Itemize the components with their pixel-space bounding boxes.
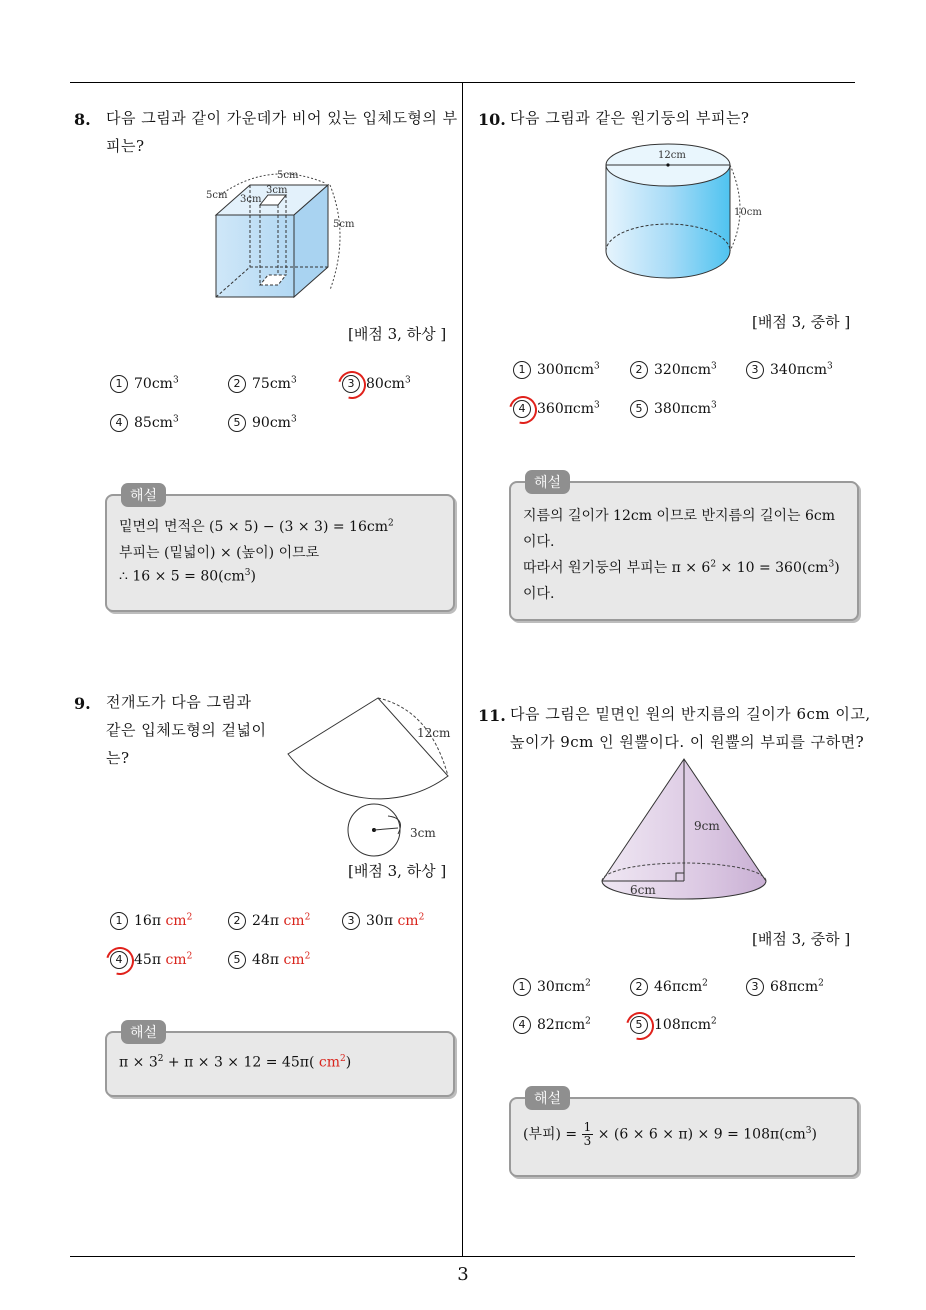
q10-number: 10. (478, 110, 506, 129)
selected-answer-circle-icon: 4 (110, 951, 128, 969)
q11-option-5[interactable]: 5 108πcm$^2$ (630, 1016, 717, 1034)
one-third-fraction: $\frac{1}{3}$ (583, 1120, 592, 1148)
q11-option-1[interactable]: 1 30πcm$^2$ (513, 978, 591, 996)
q9-option-1[interactable]: 1 16π $cm^2$ (110, 912, 192, 930)
q9-score: [배점 3, 하상 ] (348, 862, 447, 880)
q11-number: 11. (478, 706, 506, 725)
q11-score: [배점 3, 중하 ] (752, 930, 851, 948)
q8-solution-tag: 해설 (121, 483, 166, 507)
q11-solution-tag: 해설 (525, 1086, 570, 1110)
q10-label-height: 10cm (734, 207, 762, 218)
q9-text-line3: 는? (106, 749, 130, 767)
q10-cylinder-figure (600, 135, 775, 285)
q11-option-3[interactable]: 3 68πcm$^2$ (746, 978, 824, 996)
q9-cone-net-figure (280, 690, 460, 860)
q8-option-1[interactable]: 1 $70cm^3$ (110, 375, 179, 393)
q8-option-2[interactable]: 2 $75cm^3$ (228, 375, 297, 393)
q10-solution-line4: 이다. (523, 586, 555, 602)
q8-number: 8. (74, 110, 91, 129)
q10-solution-tag: 해설 (525, 470, 570, 494)
q10-text-line1: 다음 그림과 같은 원기둥의 부피는? (510, 109, 750, 127)
q8-label-left: 5cm (206, 190, 228, 201)
q9-option-2[interactable]: 2 24π $cm^2$ (228, 912, 310, 930)
q9-text-line2: 같은 입체도형의 겉넓이 (106, 721, 267, 739)
q8-label-inner1: 3cm (240, 194, 262, 205)
q10-score: [배점 3, 중하 ] (752, 313, 851, 331)
q10-solution-box (509, 475, 859, 621)
q11-solution-box (509, 1091, 859, 1177)
q9-text-line1: 전개도가 다음 그림과 (106, 693, 252, 711)
selected-answer-circle-icon: 4 (513, 400, 531, 418)
q10-option-1[interactable]: 1 300πcm$^3$ (513, 361, 600, 379)
q10-solution-line3: 따라서 원기둥의 부피는 $\pi \times 6^2 \times 10 = 360(cm^3)$ (523, 559, 840, 576)
q8-text-line2: 피는? (106, 137, 145, 155)
q9-label-slant: 12cm (417, 726, 451, 740)
selected-answer-circle-icon: 3 (342, 375, 360, 393)
q8-option-3[interactable]: 3 $80cm^3$ (342, 375, 411, 393)
selected-answer-circle-icon: 5 (630, 1016, 648, 1034)
q8-solution-line3: ∴ $16 \times 5 = 80(cm^3)$ (119, 568, 256, 585)
q8-option-5[interactable]: 5 $90cm^3$ (228, 414, 297, 432)
q11-option-4[interactable]: 4 82πcm$^2$ (513, 1016, 591, 1034)
q11-solution-line: (부피) = $\frac{1}{3}$ × $(6 \times 6 \times \pi) \times 9 = 108\pi(cm^3)$ (523, 1120, 817, 1148)
q9-number: 9. (74, 694, 91, 713)
q10-solution-line1: 지름의 길이가 12cm 이므로 반지름의 길이는 6cm (523, 508, 836, 524)
q8-label-top: 5cm (277, 170, 299, 181)
q11-text-line1: 다음 그림은 밑면인 원의 반지름의 길이가 6cm 이고, (510, 705, 871, 723)
q9-option-3[interactable]: 3 30π $cm^2$ (342, 912, 424, 930)
q10-option-3[interactable]: 3 340πcm$^3$ (746, 361, 833, 379)
q9-solution-box (105, 1025, 455, 1097)
bottom-rule (70, 1256, 855, 1257)
q11-text-line2: 높이가 9cm 인 원뿔이다. 이 원뿔의 부피를 구하면? (510, 733, 865, 751)
q9-solution-tag: 해설 (121, 1020, 166, 1044)
page-number: 3 (457, 1264, 469, 1285)
q8-solution-line1: 밑면의 면적은 $(5 \times 5) - (3 \times 3) = 16cm^2$ (119, 518, 394, 535)
q8-label-inner2: 3cm (266, 185, 288, 196)
column-divider (462, 82, 463, 1257)
q11-label-height: 9cm (694, 819, 720, 833)
q8-score: [배점 3, 하상 ] (348, 325, 447, 343)
q11-cone-figure (596, 755, 771, 905)
q8-label-right: 5cm (333, 219, 355, 230)
q10-option-5[interactable]: 5 380πcm$^3$ (630, 400, 717, 418)
q10-option-4[interactable]: 4 360πcm$^3$ (513, 400, 600, 418)
q9-option-5[interactable]: 5 48π $cm^2$ (228, 951, 310, 969)
q8-option-4[interactable]: 4 $85cm^3$ (110, 414, 179, 432)
q10-solution-line2: 이다. (523, 534, 555, 550)
q8-text-line1: 다음 그림과 같이 가운데가 비어 있는 입체도형의 부 (106, 109, 458, 127)
q10-option-2[interactable]: 2 320πcm$^3$ (630, 361, 717, 379)
q11-label-radius: 6cm (630, 883, 656, 897)
q9-option-4[interactable]: 4 45π $cm^2$ (110, 951, 192, 969)
q11-option-2[interactable]: 2 46πcm$^2$ (630, 978, 708, 996)
q8-hollow-cube-figure (200, 165, 365, 305)
q9-solution-line: $\pi \times 3^2 + \pi \times 3 \times 12 = 45\pi$( $cm^2$) (119, 1054, 352, 1071)
q8-solution-line2: 부피는 (밑넓이) × (높이) 이므로 (119, 545, 320, 561)
q8-solution-box (105, 488, 455, 612)
q9-label-radius: 3cm (410, 826, 436, 840)
q10-label-diameter: 12cm (658, 150, 686, 161)
